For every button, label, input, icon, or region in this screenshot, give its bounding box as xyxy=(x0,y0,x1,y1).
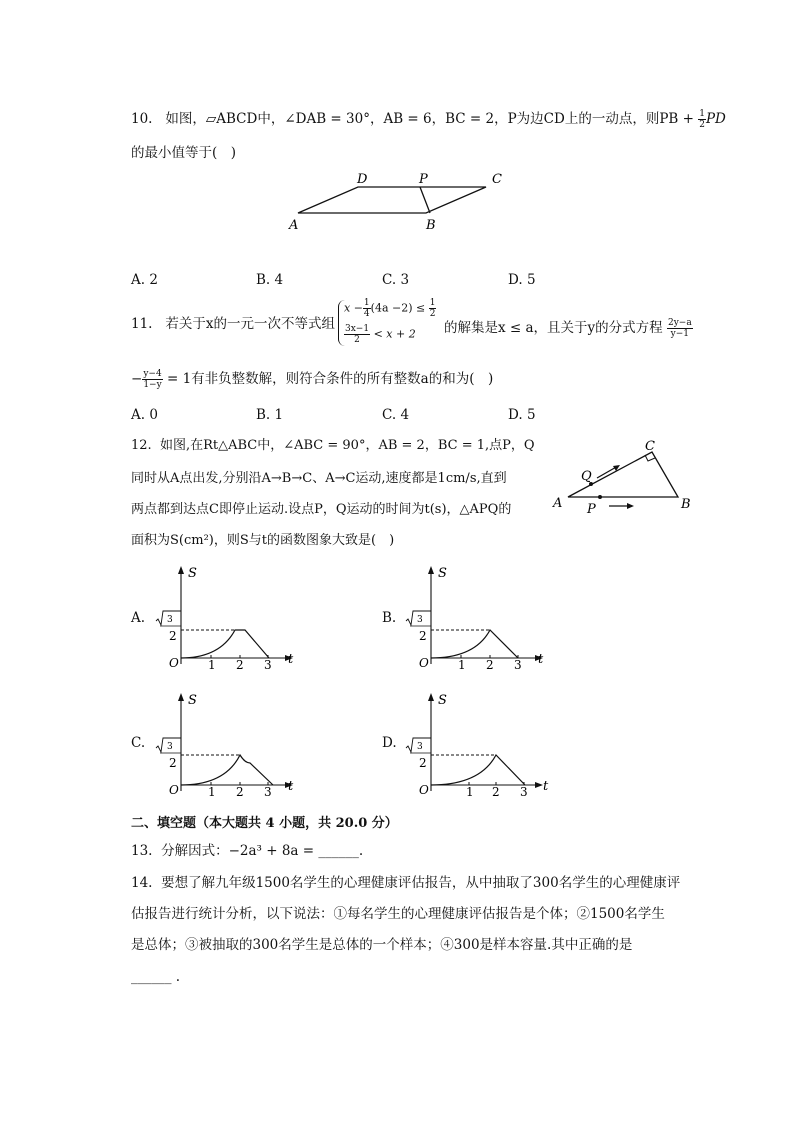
q14-answer-blank[interactable]: ______ . xyxy=(131,969,181,985)
section-title: 二、填空题（本大题共 4 小题，共 20.0 分） xyxy=(131,816,398,831)
svg-text:2: 2 xyxy=(492,785,500,799)
label-A: A xyxy=(289,218,299,233)
q10-option-a[interactable]: A. 2 xyxy=(131,272,158,288)
label-P: P xyxy=(587,502,596,517)
svg-text:O: O xyxy=(169,656,179,670)
svg-text:2: 2 xyxy=(236,658,244,672)
q12-option-b[interactable]: B. xyxy=(382,610,397,626)
svg-text:S: S xyxy=(188,566,197,581)
q12-line1: 12. 如图,在Rt△ABC中，∠ABC = 90°，AB = 2，BC = 1,点P，Q xyxy=(131,438,535,453)
svg-text:S: S xyxy=(188,693,197,708)
label-A: A xyxy=(553,496,563,511)
label-Q: Q xyxy=(581,469,592,484)
q13-number: 13. xyxy=(131,843,153,859)
svg-text:O: O xyxy=(169,783,179,797)
q14-line1: 14. 要想了解九年级1500名学生的心理健康评估报告，从中抽取了300名学生的心理健康评 xyxy=(131,875,681,891)
q12-triangle-figure xyxy=(0,0,794,560)
svg-text:2: 2 xyxy=(236,785,244,799)
svg-text:t: t xyxy=(543,779,549,794)
svg-text:2: 2 xyxy=(419,756,427,770)
q11-option-d[interactable]: D. 5 xyxy=(508,407,536,423)
q10-number: 10. xyxy=(131,111,153,127)
svg-text:3: 3 xyxy=(167,742,173,752)
graph-c xyxy=(155,689,300,799)
q12-option-c[interactable]: C. xyxy=(131,735,146,751)
q12-line3: 两点都到达点C即停止运动.设点P，Q运动的时间为t(s)，△APQ的 xyxy=(131,502,512,517)
label-B: B xyxy=(426,218,436,233)
q10-option-d[interactable]: D. 5 xyxy=(508,272,536,288)
svg-text:3: 3 xyxy=(417,742,423,752)
graph-a-curve xyxy=(181,630,269,658)
q10-text: 如图，▱ABCD中，∠DAB = 30°，AB = 6，BC = 2，P为边CD上的一动点，则PB + xyxy=(165,111,694,127)
q10-fraction: $\frac{1}{2}$ xyxy=(699,109,705,130)
svg-text:3: 3 xyxy=(264,658,272,672)
svg-text:O: O xyxy=(419,656,429,670)
svg-text:1: 1 xyxy=(458,658,466,672)
q12-option-a[interactable]: A. xyxy=(131,610,146,626)
svg-text:t: t xyxy=(288,652,294,667)
q12-number: 12. xyxy=(131,438,152,453)
q10-text-end: PD xyxy=(705,111,726,127)
arrow-P-head xyxy=(627,503,634,509)
svg-text:S: S xyxy=(438,693,447,708)
q12-line4: 面积为S(cm²)，则S与t的函数图象大致是( ) xyxy=(131,533,395,548)
label-D: D xyxy=(357,172,368,187)
graph-a xyxy=(155,562,300,672)
svg-text:3: 3 xyxy=(514,658,522,672)
q11-line1-mid: 的解集是x ≤ a，且关于y的分式方程 $\frac{2y-a}{y-1}$ xyxy=(444,318,692,339)
q11-line2: − $\frac{y-4}{1-y}$ = 1有非负整数解，则符合条件的所有整数a的和为( ) xyxy=(131,369,494,390)
graph-d xyxy=(405,689,550,799)
svg-text:S: S xyxy=(438,566,447,581)
svg-text:2: 2 xyxy=(486,658,494,672)
q12-option-d[interactable]: D. xyxy=(382,735,397,751)
svg-text:2: 2 xyxy=(419,629,427,643)
q12-line2: 同时从A点出发,分别沿A→B→C、A→C运动,速度都是1cm/s,直到 xyxy=(131,471,507,486)
graph-d-curve xyxy=(431,755,525,785)
q11-number: 11. xyxy=(131,316,153,332)
q11-option-b[interactable]: B. 1 xyxy=(256,407,284,423)
svg-text:1: 1 xyxy=(208,785,216,799)
label-P: P xyxy=(419,172,428,187)
svg-text:1: 1 xyxy=(208,658,216,672)
svg-text:3: 3 xyxy=(520,785,528,799)
graph-b-curve xyxy=(431,630,518,658)
q14-number: 14. xyxy=(131,875,153,891)
svg-text:t: t xyxy=(288,779,294,794)
label-C: C xyxy=(645,439,655,454)
q11-inequality-2: $\frac{3x-1}{2}$ < x + 2 xyxy=(345,324,416,345)
svg-text:2: 2 xyxy=(169,756,177,770)
q13-answer-blank[interactable]: ______ xyxy=(318,843,359,859)
svg-text:3: 3 xyxy=(167,615,173,625)
q14-line2: 估报告进行统计分析，以下说法：①每名学生的心理健康评估报告是个体；②1500名学生 xyxy=(131,906,665,922)
q10-option-c[interactable]: C. 3 xyxy=(382,272,410,288)
svg-text:t: t xyxy=(538,652,544,667)
q10-line2: 的最小值等于( ) xyxy=(131,145,237,161)
right-angle-mark xyxy=(645,455,655,461)
label-B: B xyxy=(681,497,691,512)
point-P xyxy=(598,495,602,499)
q11-inequality-1: x − $\frac{1}{4}$ (4a −2) ≤ $\frac{1}{2}$ xyxy=(344,298,436,319)
q11-option-a[interactable]: A. 0 xyxy=(131,407,158,423)
q11-text-pre: 若关于x的一元一次不等式组 xyxy=(165,316,335,332)
q11-option-c[interactable]: C. 4 xyxy=(382,407,410,423)
label-C: C xyxy=(492,172,502,187)
q10-option-b[interactable]: B. 4 xyxy=(256,272,284,288)
svg-text:3: 3 xyxy=(417,615,423,625)
graph-c-curve xyxy=(181,755,273,785)
svg-text:O: O xyxy=(419,783,429,797)
q14-line3: 是总体；③被抽取的300名学生是总体的一个样本；④300是样本容量.其中正确的是 xyxy=(131,937,633,953)
svg-text:1: 1 xyxy=(466,785,474,799)
svg-text:2: 2 xyxy=(169,629,177,643)
svg-text:3: 3 xyxy=(264,785,272,799)
q13-line: 13. 分解因式：−2a³ + 8a = ______. xyxy=(131,843,364,859)
graph-b xyxy=(405,562,550,672)
